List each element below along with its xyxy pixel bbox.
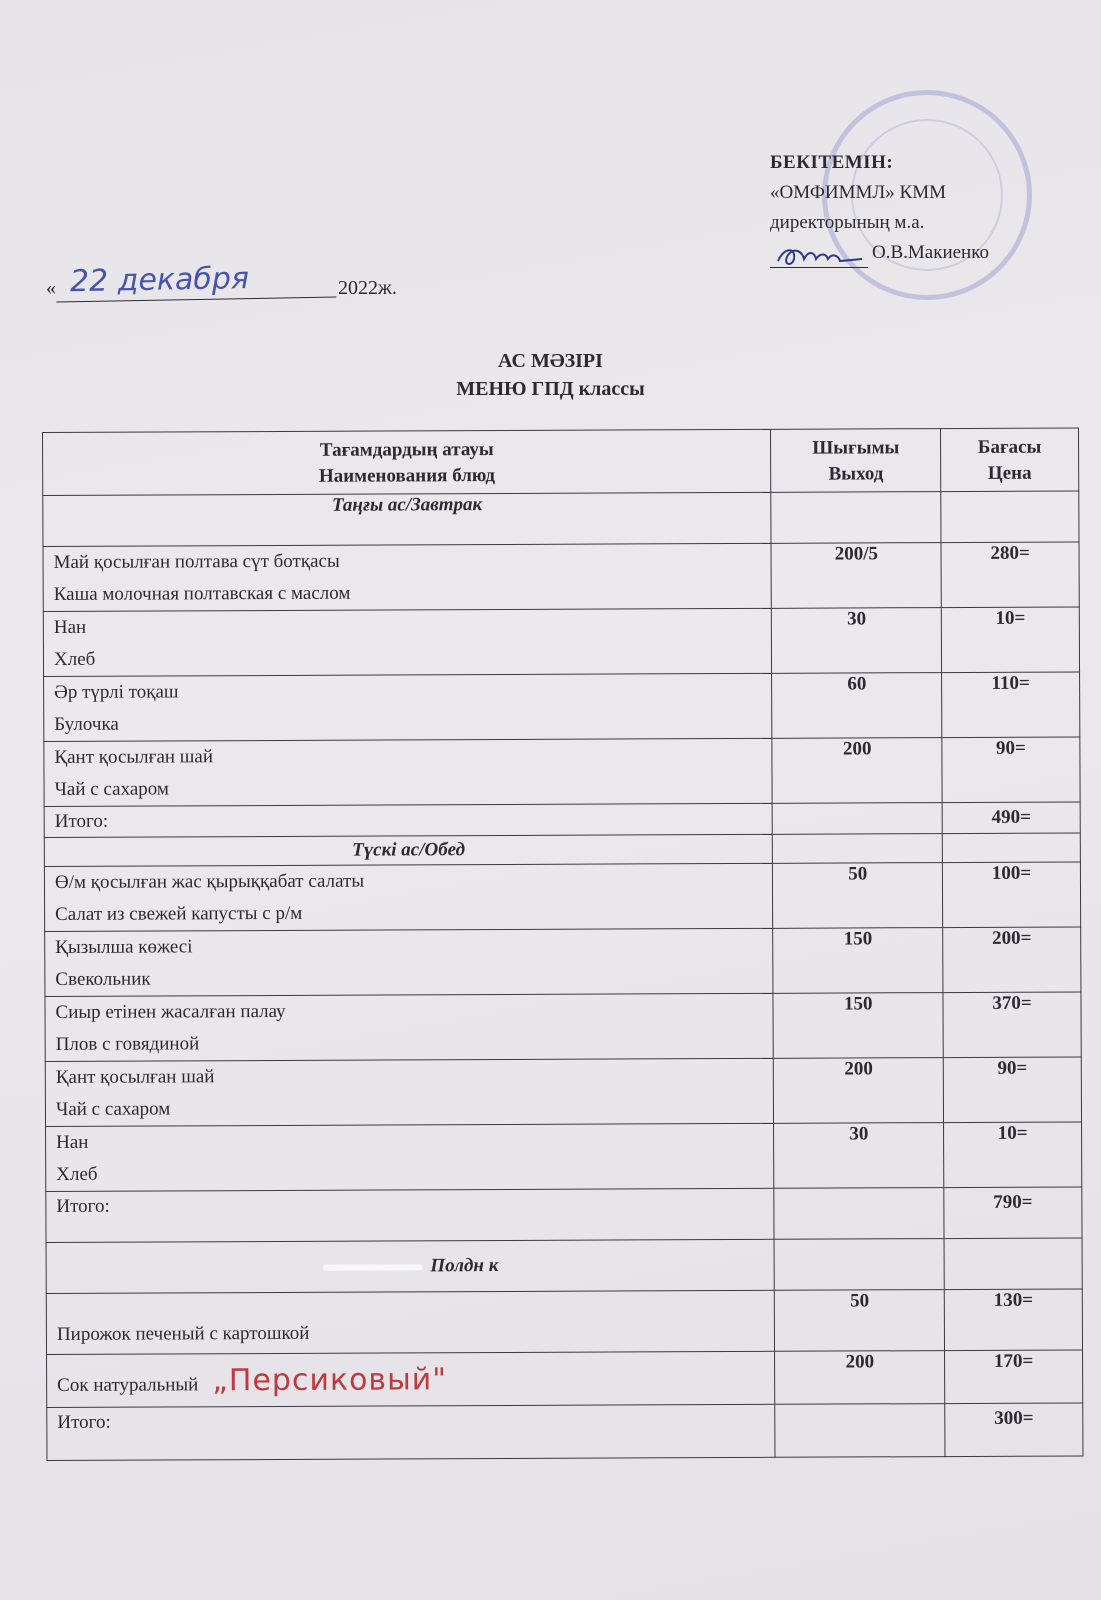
empty-cell: [942, 833, 1080, 863]
dish-name-ru: Хлеб: [56, 1163, 98, 1185]
dish-yield: 50: [775, 1290, 945, 1352]
dish-name: Пирожок печеный с картошкой: [46, 1290, 775, 1354]
total-row-lunch: [46, 1187, 1082, 1243]
dish-name-ru: Булочка: [54, 713, 119, 735]
table-row: [46, 1289, 1082, 1355]
dish-name-ru: Каша молочная полтавская с маслом: [53, 582, 351, 605]
table-row: [45, 927, 1081, 997]
header-name: [43, 429, 772, 495]
dish-price: 90=: [942, 737, 1080, 803]
dish-yield: 30: [774, 1123, 944, 1189]
section-title-snack: [46, 1239, 775, 1293]
dish-yield: 200: [775, 1351, 945, 1405]
total-price: 300=: [945, 1403, 1083, 1457]
header-price: [941, 428, 1079, 492]
table-header-row: [43, 428, 1079, 496]
dish-price: 10=: [941, 607, 1079, 673]
approval-position: директорының м.а.: [770, 212, 925, 233]
total-price: 490=: [942, 802, 1080, 834]
total-row-snack: [47, 1403, 1083, 1461]
header-name-ru: Наименования блюд: [318, 465, 495, 487]
empty-cell: [941, 491, 1079, 543]
dish-name-kz: Қызылша көжесі: [55, 936, 193, 958]
dish-price: 200=: [943, 927, 1081, 993]
dish-name-kz: Нан: [53, 616, 87, 638]
handwritten-juice-flavor: „Персиковый": [212, 1361, 448, 1398]
table-row: [44, 672, 1080, 742]
dish-name: [47, 1351, 776, 1407]
handwritten-date: 22 декабря: [56, 260, 337, 303]
dish-price: 170=: [945, 1350, 1083, 1404]
table-row: [43, 542, 1079, 612]
dish-name-kz: Сиыр етінен жасалған палау: [55, 1000, 286, 1023]
table-row: [44, 737, 1080, 807]
header-yield: [771, 429, 941, 493]
dish-price: 100=: [943, 862, 1081, 928]
dish-name: [43, 608, 772, 676]
dish-yield: 150: [773, 928, 943, 994]
empty-cell: [774, 1239, 944, 1291]
empty-cell: [944, 1238, 1082, 1290]
dish-name-ru: Салат из свежей капусты с р/м: [55, 902, 303, 925]
table-row: [43, 607, 1079, 677]
dish-name-kz: Әр түрлі тоқаш: [54, 681, 179, 703]
title-ru: МЕНЮ ГПД классы: [456, 378, 645, 400]
approval-org: «ОМФИММЛ» КММ: [770, 182, 946, 203]
header-price-ru: Цена: [987, 462, 1032, 484]
total-label: Итого:: [47, 1404, 776, 1460]
table-row: [45, 992, 1081, 1062]
date-year: 2022ж.: [338, 277, 397, 299]
dish-name: [43, 543, 772, 611]
dish-name: [46, 1123, 775, 1191]
title-kz: АС МӘЗІРІ: [498, 350, 603, 372]
dish-name: [44, 738, 773, 806]
dish-name: [44, 673, 773, 741]
header-price-kz: Бағасы: [977, 436, 1042, 458]
section-title-lunch: Түскі ас/Обед: [44, 834, 773, 866]
section-title-snack-text: Полдн к: [430, 1255, 499, 1277]
dish-price: 130=: [944, 1289, 1082, 1351]
dish-yield: 200/5: [771, 543, 941, 609]
dish-name-ru: Свекольник: [55, 968, 151, 990]
approval-block: [770, 148, 1070, 268]
total-row-breakfast: [44, 802, 1080, 838]
header-yield-ru: Выход: [828, 463, 884, 485]
dish-price: 10=: [944, 1122, 1082, 1188]
dish-name-kz: Ө/м қосылған жас қырыққабат салаты: [54, 870, 365, 893]
dish-name-kz: Қант қосылған шай: [55, 1066, 215, 1088]
signer-name: О.В.Макиенко: [872, 242, 989, 263]
section-row-lunch: [44, 833, 1080, 867]
dish-name-kz: Нан: [56, 1131, 89, 1153]
dish-price: 110=: [942, 672, 1080, 738]
dish-yield: 50: [773, 863, 943, 929]
section-title-breakfast: Таңғы ас/Завтрак: [43, 492, 772, 546]
dish-name-ru: Чай с сахаром: [55, 1098, 171, 1120]
empty-cell: [773, 803, 943, 835]
dish-name-kz: Май қосылған полтава сүт ботқасы: [53, 550, 340, 573]
dish-yield: 30: [772, 608, 942, 674]
header-name-kz: Тағамдардың атауы: [319, 439, 494, 461]
menu-table: [42, 427, 1083, 1461]
section-row-breakfast: [43, 491, 1079, 547]
dish-name: [45, 928, 774, 996]
dish-price: 280=: [941, 542, 1079, 608]
dish-name-ru: Чай с сахаром: [54, 778, 169, 800]
dish-yield: 60: [772, 673, 942, 739]
total-price: 790=: [944, 1187, 1082, 1239]
empty-cell: [771, 492, 941, 544]
empty-cell: [773, 834, 943, 864]
dish-name-ru: Плов с говядиной: [55, 1033, 200, 1055]
dish-name: [45, 993, 774, 1061]
dish-price: 90=: [943, 1057, 1081, 1123]
dish-yield: 200: [774, 1058, 944, 1124]
total-label: Итого:: [46, 1188, 775, 1242]
handwritten-signature: [770, 241, 868, 268]
dish-name: [44, 863, 773, 931]
dish-yield: 200: [772, 738, 942, 804]
table-row: [44, 862, 1080, 932]
dish-name-text: Сок натуральный: [57, 1373, 199, 1396]
dish-name-ru: Хлеб: [53, 648, 96, 670]
section-row-snack: [46, 1238, 1082, 1294]
header-yield-kz: Шығымы: [812, 437, 900, 459]
dish-name-kz: Қант қосылған шай: [54, 746, 214, 768]
empty-cell: [775, 1404, 945, 1458]
table-row: [47, 1350, 1083, 1408]
table-row: [45, 1057, 1081, 1127]
table-row: [46, 1122, 1082, 1192]
signature-line: [770, 238, 1070, 268]
total-label: Итого:: [44, 803, 773, 837]
date-open-quote: «: [46, 277, 56, 299]
date-line: [46, 262, 397, 300]
dish-yield: 150: [773, 993, 943, 1059]
glare-smudge: [322, 1264, 422, 1270]
dish-price: 370=: [943, 992, 1081, 1058]
page-title: [0, 347, 1101, 403]
approval-heading: БЕКІТЕМІН:: [770, 152, 894, 173]
dish-name: [45, 1058, 774, 1126]
empty-cell: [774, 1188, 944, 1240]
